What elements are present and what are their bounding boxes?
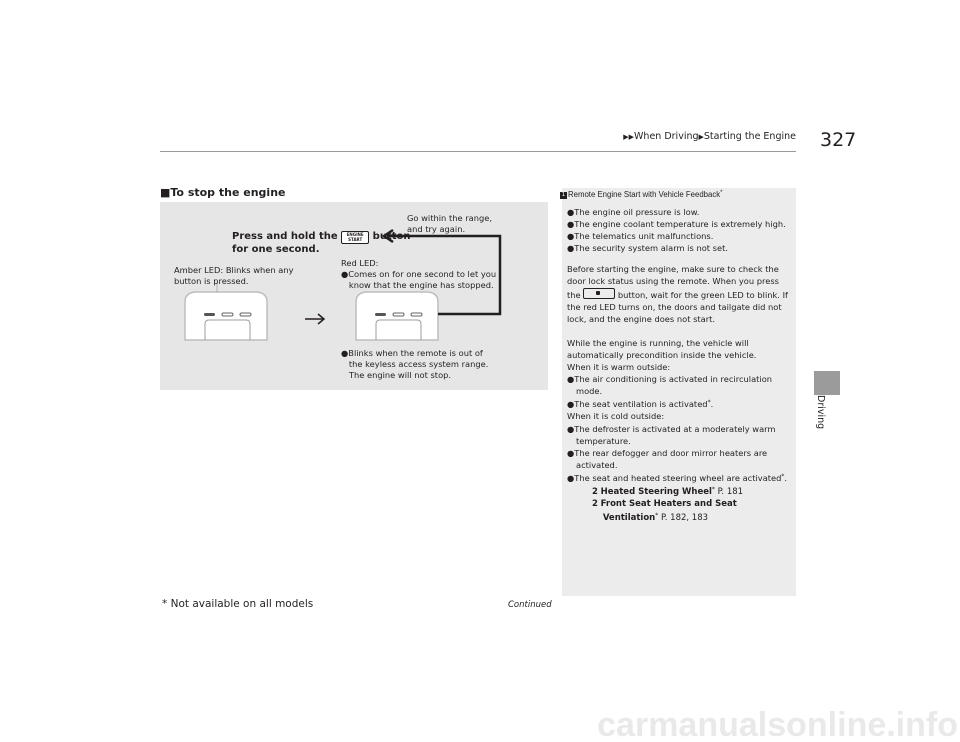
watermark-logo (0, 706, 960, 742)
page-number: 327 (820, 129, 857, 151)
list-item: ●The rear defogger and door mirror heaters are activated. (567, 447, 768, 470)
red-led-blink-callout: ●Blinks when the remote is out of the keyless access system range. The engine will not stop. (341, 348, 489, 380)
cross-reference[interactable]: 2 Heated Steering Wheel* P. 181 (592, 485, 744, 497)
footnote: * Not available on all models (162, 598, 314, 610)
xref-arrow-icon: 2 (592, 486, 598, 497)
amber-led-callout: Amber LED: Blinks when any button is pressed. (174, 265, 294, 286)
list-item: ●The seat ventilation is activated*. (567, 399, 714, 410)
range-callout: Go within the range, and try again. (407, 213, 492, 234)
key-fob-left (185, 292, 267, 340)
header-rule (160, 151, 796, 152)
transition-arrow (305, 314, 324, 324)
continued-label: Continued (508, 600, 552, 610)
double-arrow-icon: ▶▶ (623, 133, 635, 141)
note-heading: 1 Remote Engine Start with Vehicle Feedback* (561, 190, 723, 199)
note-marker-icon: 1 (561, 192, 566, 198)
engine-start-button-icon: ENGINE START (341, 231, 369, 244)
lock-button-icon (583, 288, 615, 299)
press-instruction: Press and hold the ENGINE START button for one second. (232, 231, 411, 255)
breadcrumb (575, 131, 796, 142)
cross-reference[interactable]: 2 Front Seat Heaters and Seat Ventilation* P. 182, 183 (592, 499, 737, 524)
section-title: ■To stop the engine (160, 186, 286, 199)
key-fob-right (356, 292, 438, 340)
red-led-callout: Red LED: ●Comes on for one second to let you know that the engine has stopped. (341, 258, 497, 290)
list-item: ●The air conditioning is activated in recirculation mode. (567, 374, 773, 397)
list-item: ●The defroster is activated at a moderately warm temperature. (567, 423, 776, 446)
breadcrumb-item: Starting the Engine (703, 131, 796, 142)
list-item: ●The engine oil pressure is low. (567, 207, 700, 217)
arrow-icon: ▶ (698, 133, 704, 141)
xref-arrow-icon: 2 (592, 499, 598, 510)
paragraph: Before starting the engine, make sure to check the door lock status using the remote. When you press the button, wait for the green LED to blink. If the red LED turns on, the doors and tailgate did not lock, and the engine does not start. (567, 264, 788, 324)
svg-text:carmanualsonline.info: carmanualsonline.info (597, 706, 958, 742)
list-item: ●The security system alarm is not set. (567, 243, 728, 254)
chapter-tab (814, 371, 840, 395)
breadcrumb-item: When Driving (634, 131, 699, 142)
paragraph: While the engine is running, the vehicle will automatically precondition inside the vehicle. When it is warm outside: (567, 337, 757, 373)
list-item: ●The telematics unit malfunctions. (567, 231, 714, 242)
list-item: ●The engine coolant temperature is extremely high. (567, 219, 786, 230)
note-body (567, 206, 791, 524)
paragraph: When it is cold outside: (567, 411, 665, 422)
illustration-panel (160, 202, 548, 390)
list-item: ●The seat and heated steering wheel are activated*. (567, 472, 788, 483)
chapter-label: Driving (815, 395, 826, 430)
